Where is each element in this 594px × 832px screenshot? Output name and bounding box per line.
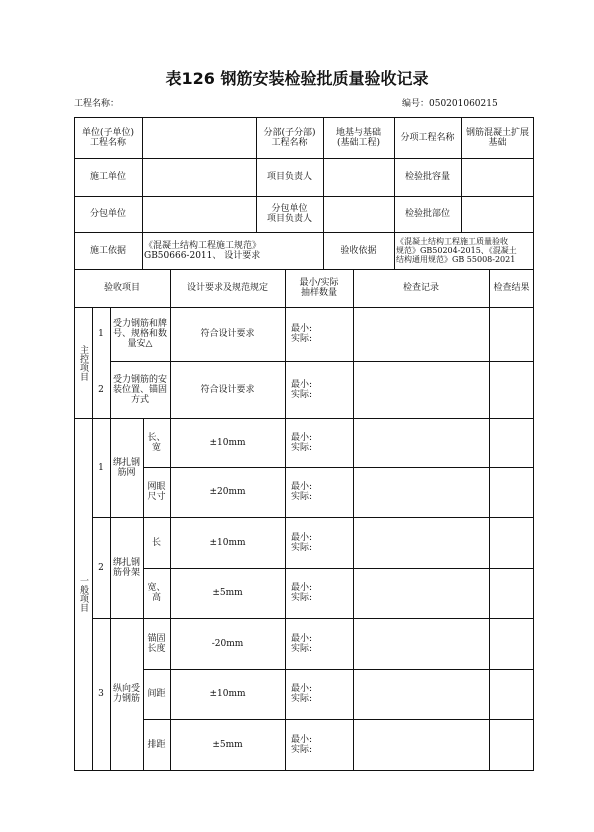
page-title: 表126 钢筋安装检验批质量验收记录 — [165, 69, 429, 88]
general-group-no: 3 — [98, 689, 104, 699]
unit-name-value[interactable] — [142, 117, 256, 158]
contractor-label: 施工单位 — [89, 172, 126, 182]
main-row-no: 2 — [98, 384, 104, 395]
project-name-label: 工程名称： — [74, 99, 120, 109]
batch-capacity-label: 检验批容量 — [404, 172, 450, 182]
batch-location-label: 检验批部位 — [404, 209, 450, 219]
subsection-value: 地基与基础 (基础工程) — [335, 127, 381, 148]
general-group-name: 纵向受 力钢筋 — [112, 684, 140, 704]
main-row-requirement: 符合设计要求 — [200, 384, 255, 395]
general-sub-item: 网眼 尺寸 — [147, 482, 166, 502]
general-sample[interactable]: 最小: 实际: — [291, 633, 313, 654]
general-sub-item: 排距 — [147, 739, 166, 750]
general-sub-item: 锚固 长度 — [147, 633, 166, 654]
main-row-item: 受力钢筋和牌 号、规格和数 量安△ — [112, 319, 167, 349]
main-row-item: 受力钢筋的安 装位置、锚固 方式 — [112, 374, 167, 405]
col-design-header: 设计要求及规范规定 — [186, 283, 268, 293]
acceptance-basis-value: 《混凝土结构工程施工质量验收 规范》GB50204-2015、《混凝土 结构通用规范》GB 55008-2021 — [396, 237, 517, 264]
sub-project-manager-label: 分包单位 项目负责人 — [266, 204, 312, 224]
general-requirement: -20mm — [211, 638, 244, 649]
construction-basis-value: 《混凝土结构工程施工规范》 GB50666-2011、 设计要求 — [144, 240, 262, 261]
col-items-header: 验收项目 — [103, 283, 140, 293]
main-row-requirement: 符合设计要求 — [200, 329, 255, 339]
general-sub-item: 间距 — [147, 689, 166, 699]
general-group-no: 2 — [98, 562, 104, 573]
general-items-label: 一般项目 — [78, 576, 88, 612]
general-sub-item: 长、 宽 — [147, 432, 166, 453]
subsection-label: 分部(子分部) 工程名称 — [263, 127, 316, 148]
main-row-sample[interactable]: 最小: 实际: — [291, 379, 313, 400]
main-row-record[interactable] — [353, 307, 489, 361]
main-control-label: 主控项目 — [78, 344, 88, 381]
general-requirement: ±5mm — [212, 588, 243, 598]
item-name-label: 分项工程名称 — [400, 132, 455, 143]
col-record-header: 检查记录 — [402, 283, 439, 293]
general-group-no: 1 — [98, 462, 104, 473]
main-row-result[interactable] — [489, 361, 534, 418]
general-requirement: ±5mm — [212, 739, 243, 750]
construction-basis-label: 施工依据 — [89, 245, 126, 256]
project-manager-label: 项目负责人 — [266, 172, 312, 182]
serial-number: 编号：050201060215 — [402, 99, 498, 109]
subcontractor-label: 分包单位 — [89, 209, 126, 219]
item-name-value: 钢筋混凝土扩展 基础 — [465, 127, 529, 148]
general-sample[interactable]: 最小: 实际: — [291, 734, 313, 755]
main-row-result[interactable] — [489, 307, 534, 361]
col-result-header: 检查结果 — [493, 283, 530, 293]
main-row-sample[interactable]: 最小: 实际: — [291, 324, 313, 344]
general-sample[interactable]: 最小: 实际: — [291, 583, 313, 603]
general-requirement: ±10mm — [209, 537, 246, 548]
col-sample-header: 最小/实际 抽样数量 — [299, 278, 339, 298]
general-sub-item: 长 — [151, 537, 161, 548]
general-sample[interactable]: 最小: 实际: — [291, 532, 313, 553]
acceptance-basis-label: 验收依据 — [340, 245, 377, 256]
general-requirement: ±20mm — [209, 487, 246, 497]
general-requirement: ±10mm — [209, 437, 246, 448]
general-sub-item: 宽、 高 — [147, 583, 166, 603]
general-sample[interactable]: 最小: 实际: — [291, 432, 313, 453]
general-requirement: ±10mm — [209, 689, 246, 699]
main-row-record[interactable] — [353, 361, 489, 418]
general-sample[interactable]: 最小: 实际: — [291, 684, 313, 704]
general-group-name: 绑扎钢 筋网 — [112, 457, 140, 478]
general-group-name: 绑扎钢 筋骨架 — [112, 557, 140, 578]
unit-name-label: 单位(子单位) 工程名称 — [81, 127, 135, 148]
general-sample[interactable]: 最小: 实际: — [291, 482, 313, 502]
main-row-no: 1 — [98, 329, 104, 339]
